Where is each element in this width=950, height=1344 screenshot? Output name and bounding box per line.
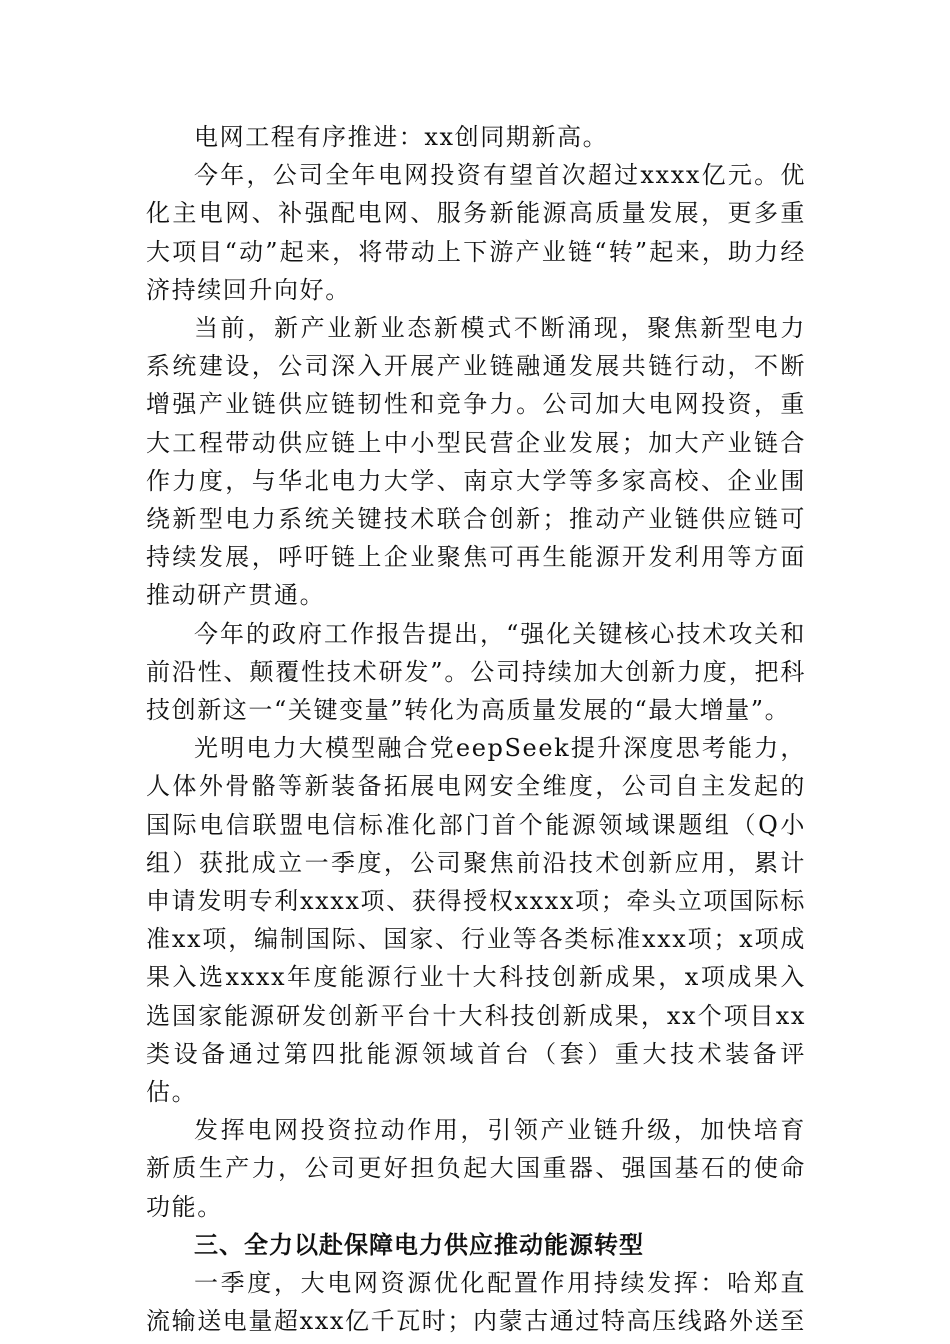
paragraph-6: 发挥电网投资拉动作用，引领产业链升级，加快培育新质生产力，公司更好担负起大国重器、强国基石的使命功能。 xyxy=(146,1116,806,1221)
paragraph-3: 当前，新产业新业态新模式不断涌现，聚焦新型电力系统建设，公司深入开展产业链融通发展共链行动，不断增强产业链供应链韧性和竞争力。公司加大电网投资，重大工程带动供应链上中小型民营企业发展；加大产业链合作力度，与华北电力大学、南京大学等多家高校、企业围绕新型电力系统关键技术联合创新；推动产业链供应链可持续发展，呼吁链上企业聚焦可再生能源开发利用等方面推动研产贯通。 xyxy=(146,314,806,610)
paragraph-1: 电网工程有序推进：xx创同期新高。 xyxy=(194,123,609,151)
paragraph-4: 今年的政府工作报告提出，“强化关键核心技术攻关和前沿性、颠覆性技术研发”。公司持续加大创新力度，把科技创新这一“关键变量”转化为高质量发展的“最大增量”。 xyxy=(146,619,806,725)
section-heading: 三、全力以赴保障电力供应推动能源转型 xyxy=(194,1230,644,1259)
paragraph-5: 光明电力大模型融合党eepSeek提升深度思考能力，人体外骨骼等新装备拓展电网安全维度，公司自主发起的国际电信联盟电信标准化部门首个能源领域课题组（Q小组）获批成立一季度，公司聚焦前沿技术创新应用，累计申请发明专利xxxx项、获得授权xxxx项；牵头立项国际标准xx项，编制国际、国家、行业等各类标准xxx项；x项成果入选xxxx年度能源行业十大科技创新成果，x项成果入选国家能源研发创新平台十大科技创新成果，xx个项目xx类设备通过第四批能源领域首台（套）重大技术装备评估。 xyxy=(146,734,806,1107)
paragraph-2: 今年，公司全年电网投资有望首次超过xxxx亿元。优化主电网、补强配电网、服务新能源高质量发展，更多重大项目“动”起来，将带动上下游产业链“转”起来，助力经济持续回升向好。 xyxy=(146,161,806,304)
paragraph-7: 一季度，大电网资源优化配置作用持续发挥：哈郑直流输送电量超xxx亿千瓦时；内蒙古通过特高压线路外送至 xyxy=(146,1269,806,1336)
document-page xyxy=(146,118,806,1341)
